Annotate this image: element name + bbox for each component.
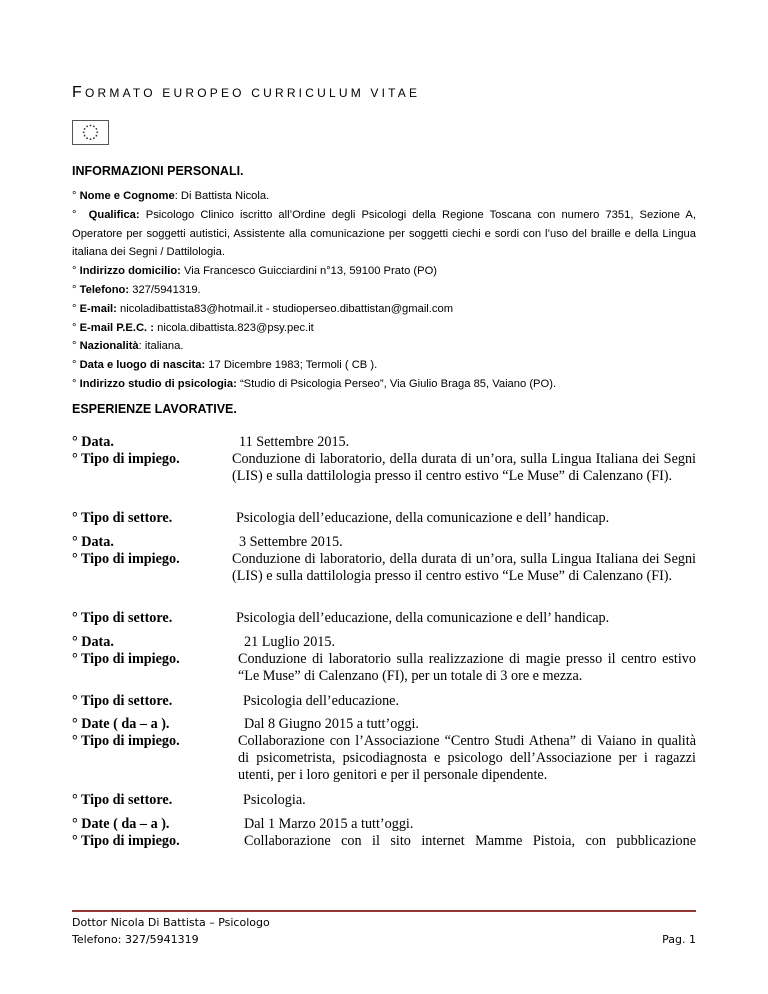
- entry-label-type: ° Tipo di impiego.: [72, 551, 180, 567]
- entry-label-sector: ° Tipo di settore.: [72, 610, 173, 626]
- entry-value-date: 3 Settembre 2015.: [239, 534, 343, 550]
- entry-value-date: Dal 1 Marzo 2015 a tutt’oggi.: [244, 816, 414, 832]
- entry-value-sector: Psicologia dell’educazione, della comunicazione e dell’ handicap.: [236, 510, 610, 526]
- entry-label-sector: ° Tipo di settore.: [72, 693, 173, 709]
- entry-value-date: 11 Settembre 2015.: [239, 434, 350, 450]
- entry-label-date: ° Data.: [72, 534, 114, 550]
- entry-label-date: ° Data.: [72, 434, 114, 450]
- title-rest: ORMATO EUROPEO CURRICULUM VITAE: [84, 86, 421, 100]
- info-item-studio: ° Indirizzo studio di psicologia: “Studio di Psicologia Perseo”, Via Giulio Braga 85, Vaiano (PO).: [72, 377, 557, 390]
- entry-label-type: ° Tipo di impiego.: [72, 451, 180, 467]
- info-item-pec: ° E-mail P.E.C. : nicola.dibattista.823@psy.pec.it: [72, 321, 314, 334]
- entry-label-date: ° Data.: [72, 634, 114, 650]
- personal-info-heading: INFORMAZIONI PERSONALI.: [72, 164, 244, 178]
- entry-value-date: Dal 8 Giugno 2015 a tutt’oggi.: [244, 716, 419, 732]
- footer-phone: Telefono: 327/5941319: [72, 933, 199, 946]
- work-experience-heading: ESPERIENZE LAVORATIVE.: [72, 402, 237, 416]
- info-item-address: ° Indirizzo domicilio: Via Francesco Guicciardini n°13, 59100 Prato (PO): [72, 265, 438, 278]
- title-initial: F: [72, 84, 85, 101]
- footer-author: Dottor Nicola Di Battista – Psicologo: [72, 916, 270, 929]
- entry-value-type: Collaborazione con l’Associazione “Centro Studi Athena” di Vaiano in qualità di psicometrista, psicodiagnosta e psicologo dell’Associazione per i ragazzi utenti, per i loro genitori e per il personale dipendente.: [238, 733, 696, 783]
- personal-info-list: [72, 187, 696, 394]
- info-item-nationality: ° Nazionalità: italiana.: [72, 340, 184, 353]
- info-item-name: ° Nome e Cognome: Di Battista Nicola.: [72, 190, 270, 202]
- info-item-birth: ° Data e luogo di nascita: 17 Dicembre 1983; Termoli ( CB ).: [72, 359, 378, 372]
- entry-value-type: Collaborazione con il sito internet Mamme Pistoia, con pubblicazione: [244, 833, 696, 849]
- page-footer: [72, 914, 696, 948]
- entry-value-type: Conduzione di laboratorio, della durata di un’ora, sulla Lingua Italiana dei Segni (LIS) e sulla dattilologia presso il centro estivo “Le Muse” di Calenzano (FI).: [232, 451, 696, 484]
- entry-value-sector: Psicologia.: [243, 792, 306, 808]
- entry-label-sector: ° Tipo di settore.: [72, 792, 173, 808]
- document-title: [72, 84, 420, 102]
- info-item-qualifica: ° Qualifica: Psicologo Clinico iscritto all’Ordine degli Psicologi della Regione Toscana con numero 7351, Sezione A, Operatore per soggetti autistici, Assistente alla comunicazione per soggetti ciechi e sordi con l’uso del braille e della Lingua italiana dei Segni / Dattilologia.: [72, 208, 697, 259]
- entry-value-type: Conduzione di laboratorio sulla realizzazione di magie presso il centro estivo “Le Muse” di Calenzano (FI), per un totale di 3 ore e mezza.: [238, 651, 696, 684]
- info-item-phone: ° Telefono: 327/5941319.: [72, 283, 201, 296]
- entry-label-date: ° Date ( da – a ).: [72, 716, 170, 732]
- entry-value-date: 21 Luglio 2015.: [244, 634, 336, 650]
- entry-value-sector: Psicologia dell’educazione, della comunicazione e dell’ handicap.: [236, 610, 610, 626]
- page-number: Pag. 1: [662, 933, 696, 946]
- entry-label-type: ° Tipo di impiego.: [72, 833, 180, 849]
- entry-label-type: ° Tipo di impiego.: [72, 651, 180, 667]
- entry-label-type: ° Tipo di impiego.: [72, 733, 180, 749]
- entry-value-sector: Psicologia dell’educazione.: [243, 693, 400, 709]
- entry-value-type: Conduzione di laboratorio, della durata di un’ora, sulla Lingua Italiana dei Segni (LIS) e sulla dattilologia presso il centro estivo “Le Muse” di Calenzano (FI).: [232, 551, 696, 584]
- eu-flag-icon: [72, 120, 109, 145]
- footer-divider: [72, 910, 696, 912]
- entry-label-date: ° Date ( da – a ).: [72, 816, 170, 832]
- entry-label-sector: ° Tipo di settore.: [72, 510, 173, 526]
- info-item-email: ° E-mail: nicoladibattista83@hotmail.it - studioperseo.dibattistan@gmail.com: [72, 302, 454, 315]
- eu-stars-icon: [73, 121, 108, 144]
